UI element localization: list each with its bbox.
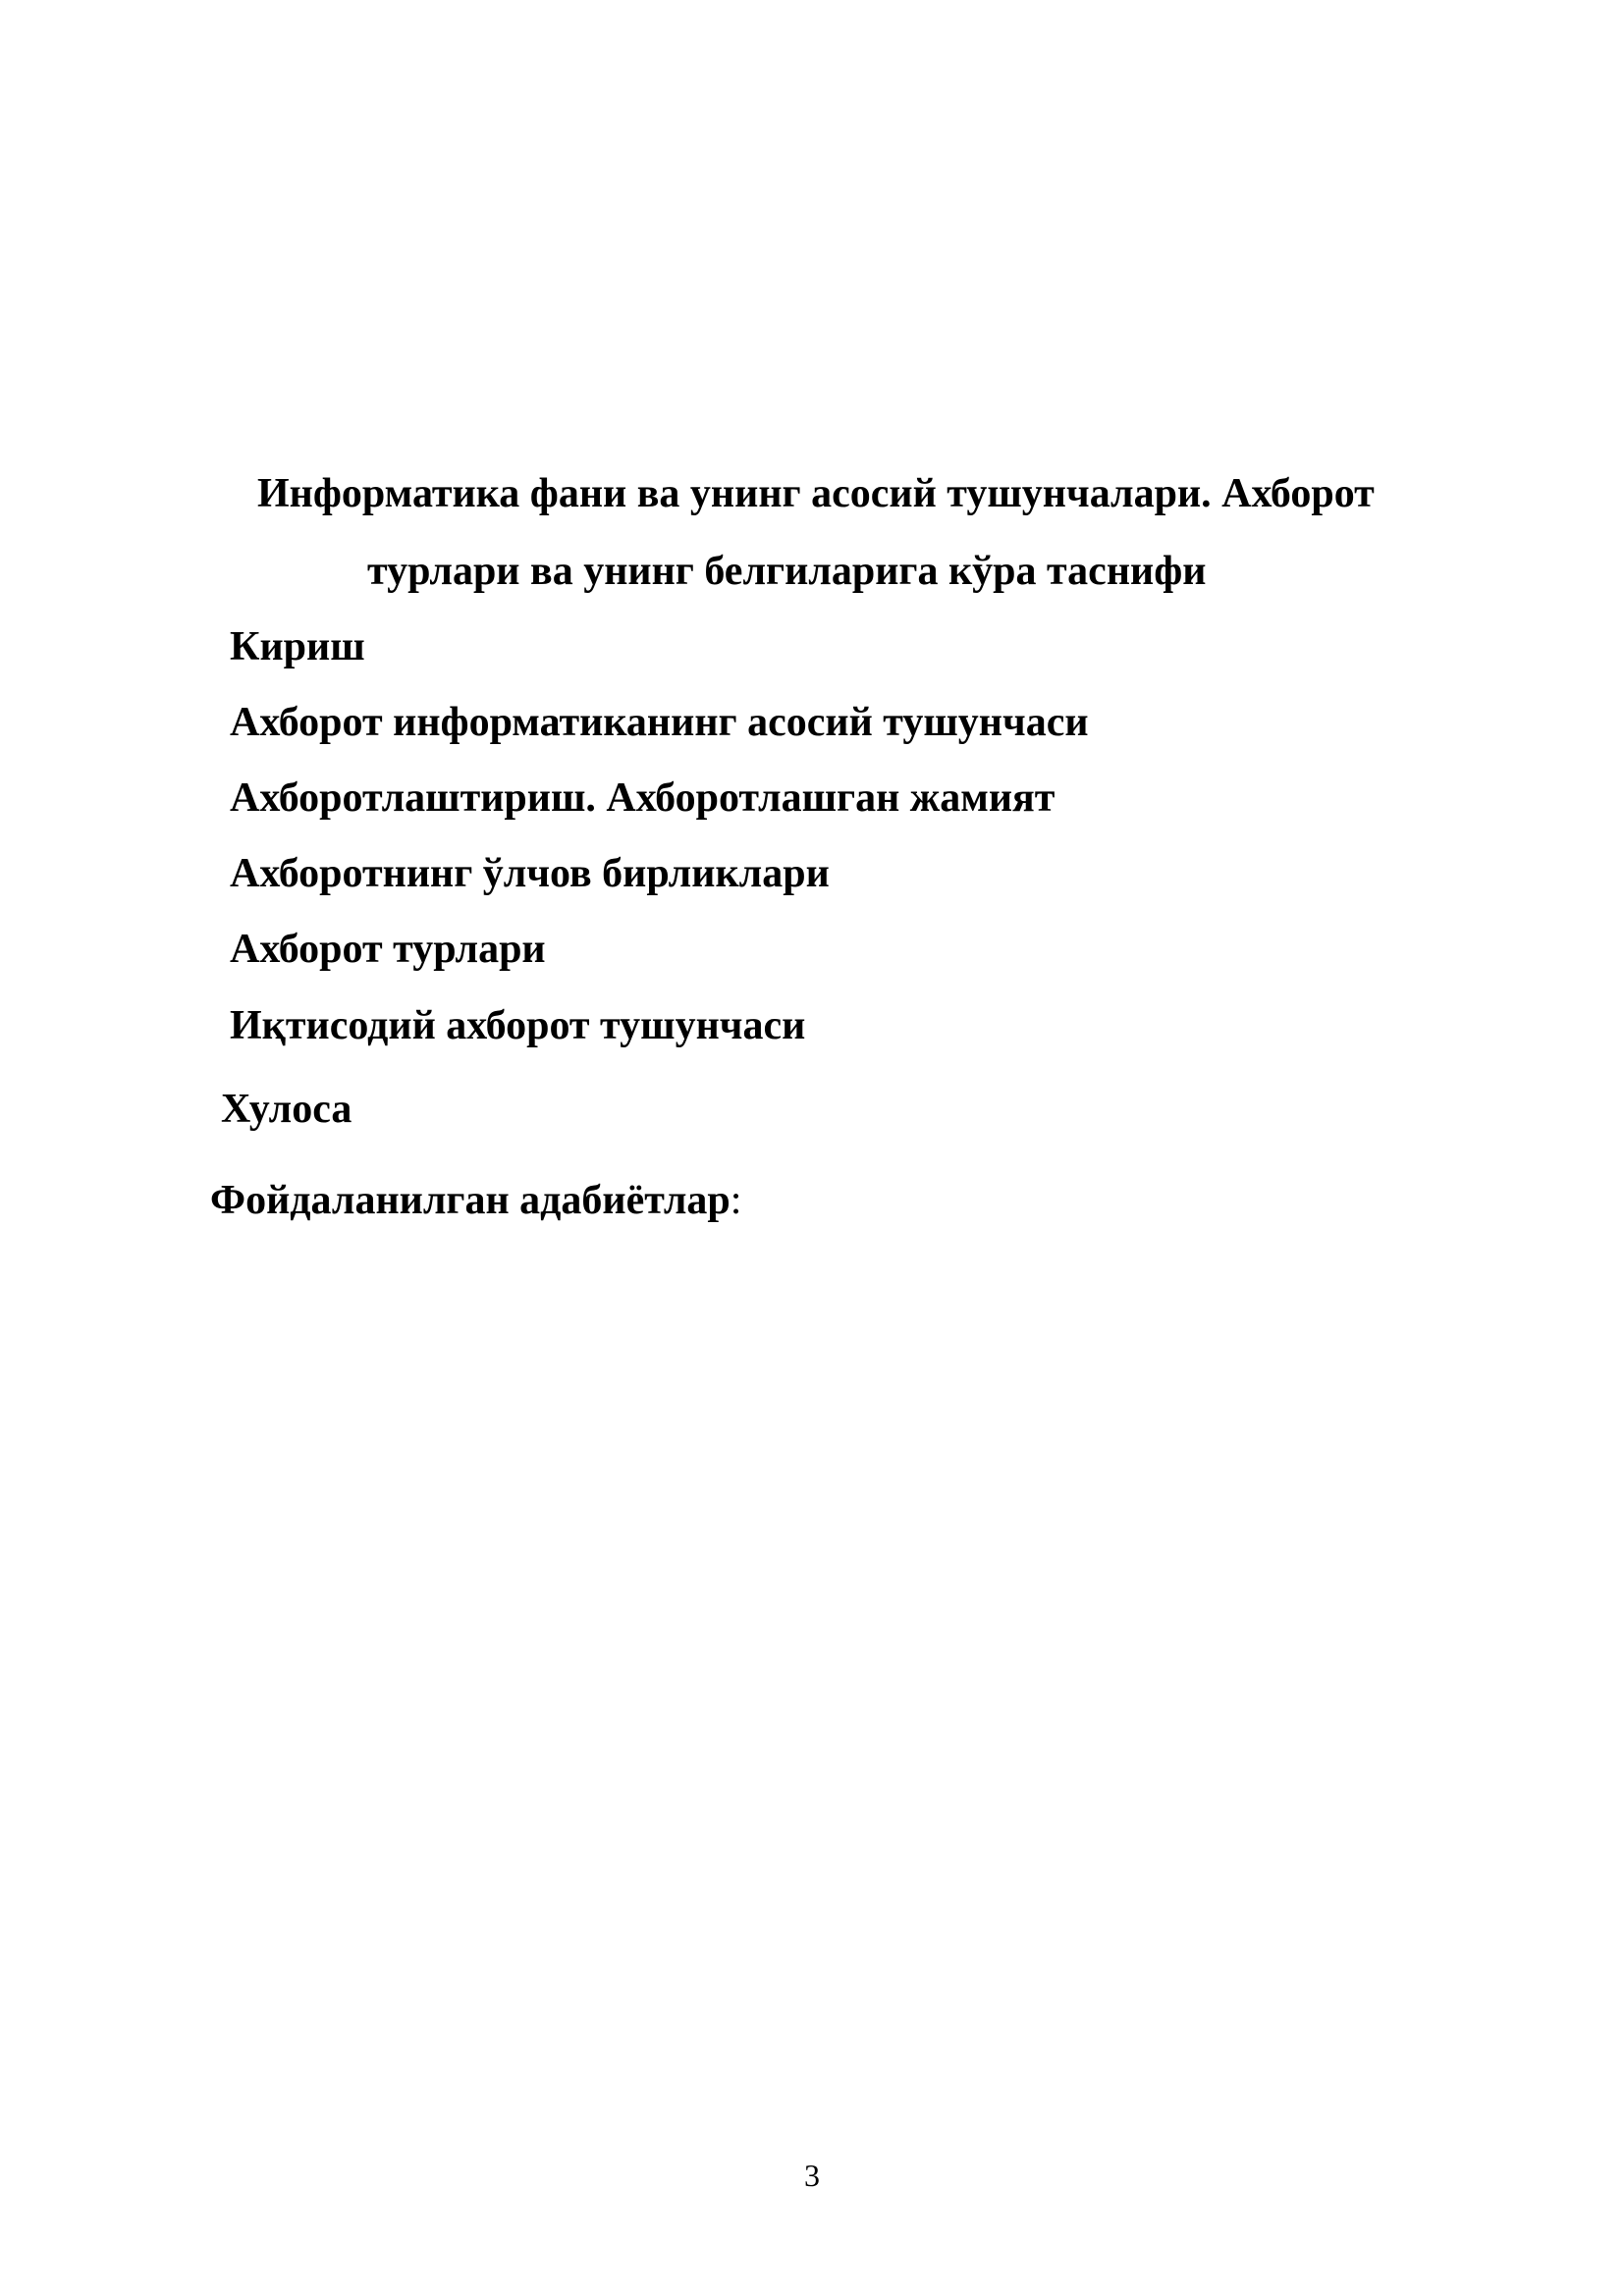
page-number: 3 <box>804 2158 820 2193</box>
toc-item-references <box>210 1176 741 1225</box>
toc-item-information-types: Ахборот турлари <box>230 927 546 972</box>
toc-item-references-colon: : <box>730 1178 742 1223</box>
toc-item-introduction: Кириш <box>230 624 365 669</box>
toc-item-economic-information: Иқтисодий ахборот тушунчаси <box>230 1003 806 1048</box>
document-title-line-2: турлари ва унинг белгиларига кўра таснифи <box>367 549 1207 594</box>
document-title-line-1: Информатика фани ва унинг асосий тушунчалари. Ахборот <box>257 471 1375 516</box>
toc-item-conclusion: Хулоса <box>221 1087 352 1132</box>
toc-item-measurement-units: Ахборотнинг ўлчов бирликлари <box>230 851 830 896</box>
toc-item-informatization: Ахборотлаштириш. Ахборотлашган жамият <box>230 775 1056 821</box>
toc-item-references-label: Фойдаланилган адабиётлар <box>210 1178 731 1223</box>
toc-item-information-concept: Ахборот информатиканинг асосий тушунчаси <box>230 700 1089 745</box>
